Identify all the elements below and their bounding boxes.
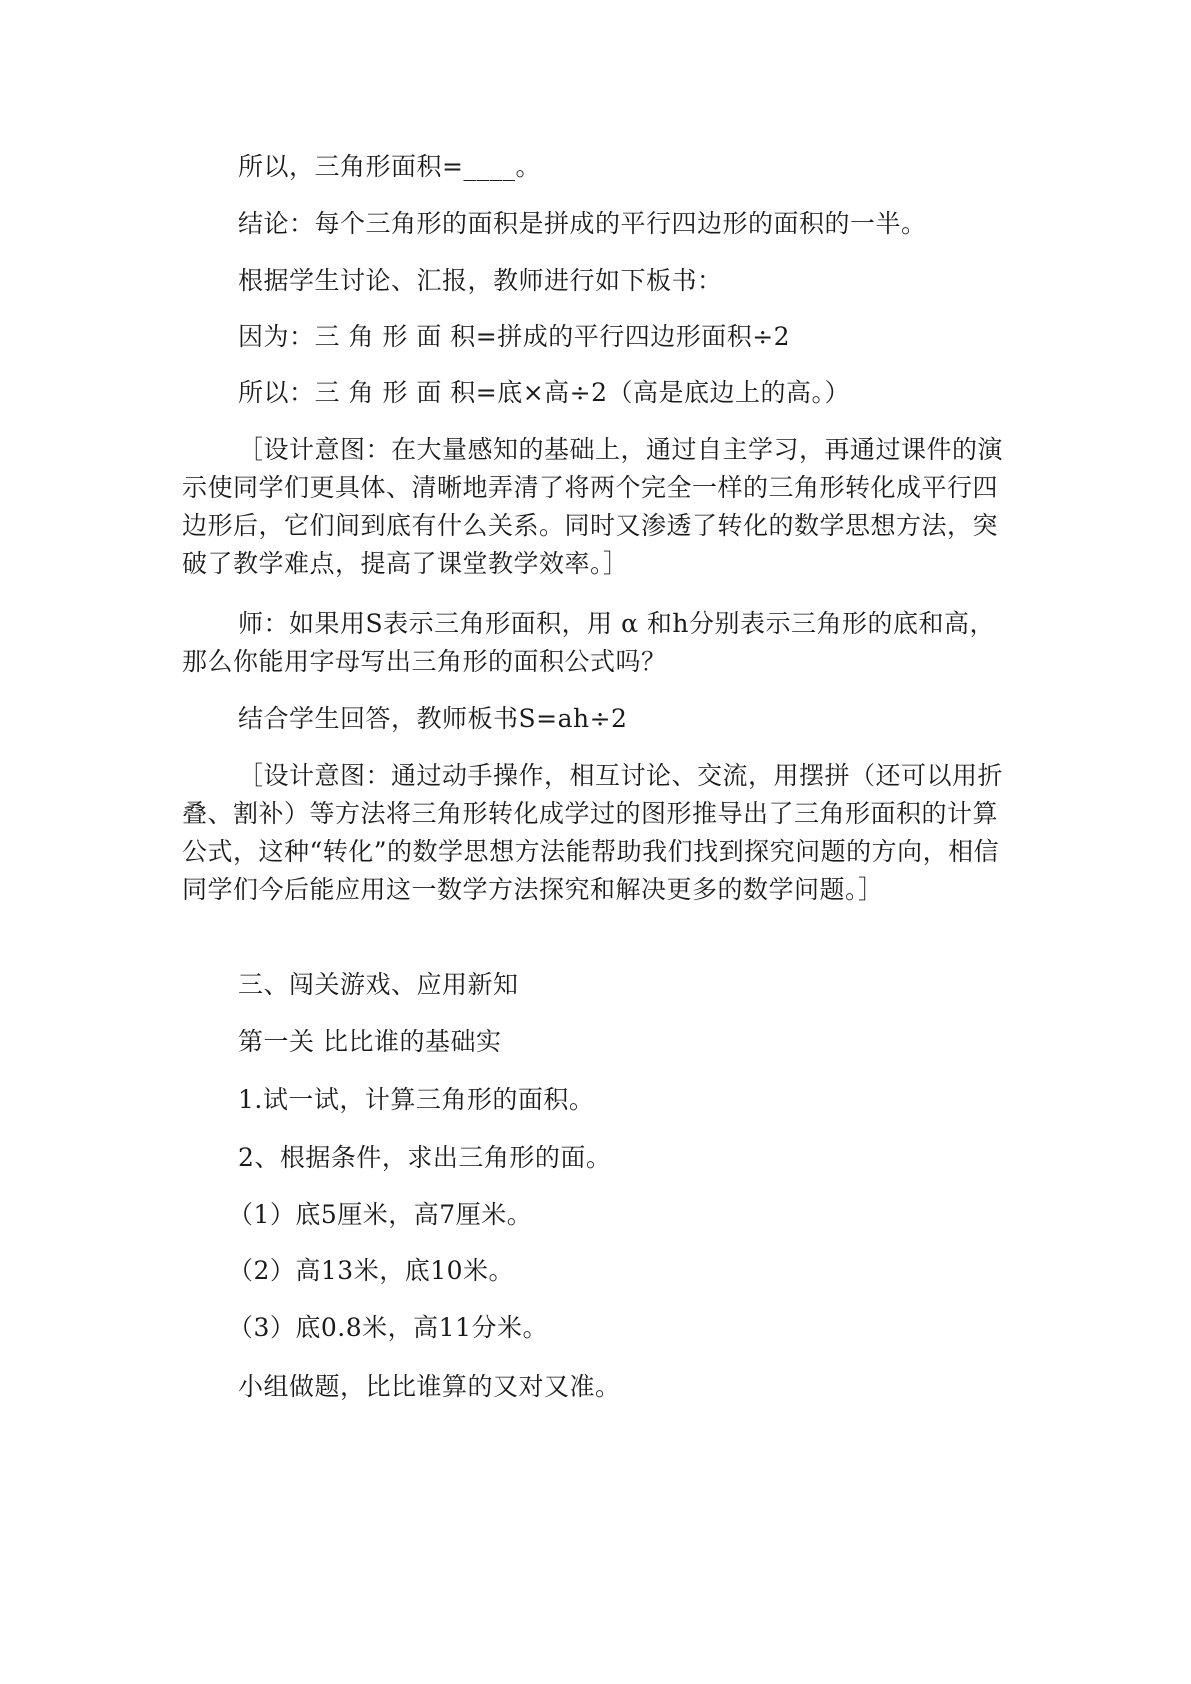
section-heading-game: 三、闯关游戏、应用新知 <box>238 970 519 999</box>
exercise-1: 1.试一试，计算三角形的面积。 <box>238 1085 595 1114</box>
exercise-2-item-2: （2）高13米，底10米。 <box>228 1256 515 1285</box>
paragraph-triangle-area-blank: 所以，三角形面积=____。 <box>238 152 541 181</box>
paragraph-conclusion: 结论：每个三角形的面积是拼成的平行四边形的面积的一半。 <box>238 209 927 238</box>
paragraph-because: 因为：三 角 形 面 积=拼成的平行四边形面积÷2 <box>238 322 791 351</box>
paragraph-board-intro: 根据学生讨论、汇报，教师进行如下板书： <box>238 266 723 295</box>
paragraph-teacher-question: 师：如果用S表示三角形面积，用 α 和h分别表示三角形的底和高，那么你能用字母写出三角形的面积公式吗？ <box>182 609 996 676</box>
paragraph-therefore: 所以：三 角 形 面 积=底×高÷2（高是底边上的高。） <box>238 378 851 407</box>
paragraph-design-intent-2: ［设计意图：通过动手操作，相互讨论、交流，用摆拼（还可以用折叠、割补）等方法将三角形转化成学过的图形推导出了三角形面积的计算公式，这种“转化”的数学思想方法能帮助我们找到探究问题的方向，相信同学们今后能应用这一数学方法探究和解决更多的数学问题。］ <box>182 761 1004 904</box>
paragraph-design-intent-1: ［设计意图：在大量感知的基础上，通过自主学习，再通过课件的演示使同学们更具体、清晰地弄清了将两个完全一样的三角形转化成平行四边形后，它们间到底有什么关系。同时又渗透了转化的数学思想方法，突破了教学难点，提高了课堂教学效率。］ <box>182 435 1004 578</box>
exercise-2-item-3: （3）底0.8米，高11分米。 <box>228 1313 548 1342</box>
exercise-2-item-1: （1）底5厘米，高7厘米。 <box>228 1200 533 1229</box>
paragraph-formula: 结合学生回答，教师板书S=ah÷2 <box>238 704 628 733</box>
paragraph-group-work: 小组做题，比比谁算的又对又准。 <box>238 1372 621 1401</box>
exercise-2: 2、根据条件，求出三角形的面。 <box>238 1143 612 1172</box>
level-one-heading: 第一关 比比谁的基础实 <box>238 1027 502 1056</box>
